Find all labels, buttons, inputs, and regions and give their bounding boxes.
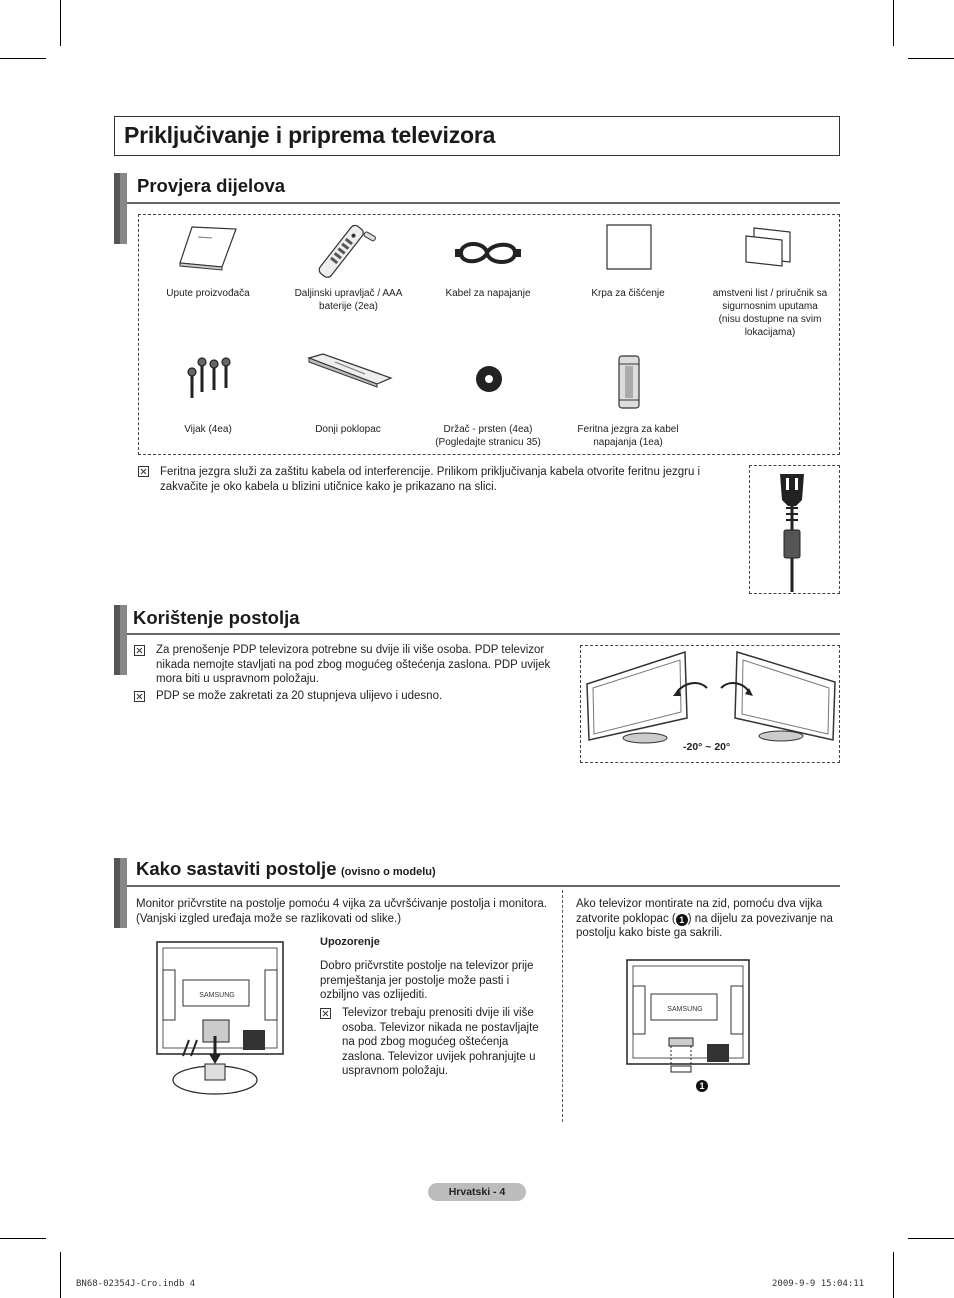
callout-marker: 1 — [696, 1080, 708, 1092]
crop-mark — [0, 58, 46, 59]
section-divider — [127, 885, 840, 887]
section-title-assembly: Kako sastaviti postolje — [136, 858, 337, 879]
page-title: Priključivanje i priprema televizora — [124, 122, 496, 148]
note-icon — [134, 691, 145, 702]
crop-mark — [60, 1252, 61, 1298]
part-label-cloth: Krpa za čišćenje — [591, 288, 665, 299]
section-title-parts: Provjera dijelova — [137, 175, 286, 196]
section-divider — [127, 633, 840, 635]
crop-mark — [893, 0, 894, 46]
part-label-warranty: amstveni list / priručnik sa sigurnosnim uputama (nisu dostupne na svim lokacijama) — [712, 288, 828, 338]
section-title-assembly-wrap — [136, 858, 436, 880]
manual-icon — [178, 223, 240, 273]
section-marker — [114, 605, 127, 675]
svg-text:SAMSUNG: SAMSUNG — [667, 1006, 703, 1013]
wall-mount-text-a: Ako televizor montirate na zid, pomoću dva vijka zatvorite poklopac ( — [576, 898, 823, 925]
part-label-ring-holder: Držač - prsten (4ea) (Pogledajte stranicu 35) — [435, 424, 541, 448]
tv-stand-assembly-icon — [155, 940, 285, 1100]
crop-mark — [908, 58, 954, 59]
crop-mark — [0, 1238, 46, 1239]
warning-note: Televizor trebaju prenositi dvije ili više osoba. Televizor nikada ne postavljajte na pod zbog mogućeg oštećenja zaslona. Televizor uvijek pohranjujte u uspravnom položaju. — [342, 1007, 539, 1077]
svg-text:SAMSUNG: SAMSUNG — [199, 992, 235, 999]
numbered-marker: 1 — [676, 914, 688, 926]
power-plug-ferrite-icon — [772, 472, 812, 592]
screws-icon — [184, 356, 236, 404]
cleaning-cloth-icon — [604, 222, 654, 272]
tv-back-cover-icon — [625, 958, 751, 1080]
section-title-stand: Korištenje postolja — [133, 607, 300, 628]
imprint-date: 2009-9-9 15:04:11 — [772, 1279, 865, 1289]
part-label-ferrite-core: Feritna jezgra za kabel napajanja (1ea) — [577, 424, 679, 448]
bottom-cover-icon — [305, 352, 393, 388]
part-label-screws: Vijak (4ea) — [184, 424, 232, 435]
carry-note: Za prenošenje PDP televizora potrebne su dvije ili više osoba. PDP televizor nikada nemojte stavljati na pod zbog mogućeg oštećenja zaslona. PDP uvijek mora biti u uspravnom položaju. — [156, 644, 551, 685]
ferrite-note: Feritna jezgra služi za zaštitu kabela od interferencije. Prilikom priključivanja kabela otvorite feritnu jezgru i zakvačite je oko kabela u blizini utičnice kako je prikazano na slici. — [160, 466, 701, 493]
section-marker — [114, 858, 127, 928]
note-icon — [320, 1008, 331, 1019]
page-title-box — [114, 116, 840, 156]
warning-title: Upozorenje — [320, 936, 380, 948]
part-label-manual: Upute proizvođača — [166, 288, 250, 299]
ferrite-core-icon — [614, 354, 644, 410]
part-label-bottom-cover: Donji poklopac — [315, 424, 381, 435]
section-marker — [114, 173, 127, 244]
remote-control-icon — [318, 224, 380, 280]
crop-mark — [893, 1252, 894, 1298]
wall-mount-text — [576, 897, 840, 941]
column-divider — [562, 890, 563, 1122]
crop-mark — [60, 0, 61, 46]
angle-label: -20° ~ 20° — [683, 741, 731, 753]
part-label-remote: Daljinski upravljač / AAA baterije (2ea) — [294, 288, 403, 312]
power-cable-icon — [455, 237, 521, 269]
ring-holder-icon — [474, 364, 504, 394]
section-divider — [127, 202, 840, 204]
wall-mount-text-b: ) na dijelu za povezivanje na postolju kako biste ga sakrili. — [576, 912, 833, 939]
assembly-instructions: Monitor pričvrstite na postolje pomoću 4 vijka za učvršćivanje postolja i monitora. (Vanjski izgled uređaja može se razlikovati od slike.) — [136, 898, 547, 925]
warning-text: Dobro pričvrstite postolje na televizor prije premještanja jer postolje može pasti i ozbiljno vas ozlijediti. — [320, 960, 534, 1001]
section-subtitle: (ovisno o modelu) — [340, 866, 436, 878]
imprint-file: BN68-02354J-Cro.indb 4 — [76, 1279, 196, 1289]
part-label-power-cable: Kabel za napajanje — [445, 288, 531, 299]
crop-mark — [908, 1238, 954, 1239]
note-icon — [134, 645, 145, 656]
warranty-card-icon — [744, 226, 794, 268]
tv-rotation-icon — [585, 648, 837, 744]
page-number-badge: Hrvatski - 4 — [428, 1183, 526, 1201]
note-icon — [138, 466, 149, 477]
rotate-note: PDP se može zakretati za 20 stupnjeva ulijevo i udesno. — [156, 690, 443, 702]
